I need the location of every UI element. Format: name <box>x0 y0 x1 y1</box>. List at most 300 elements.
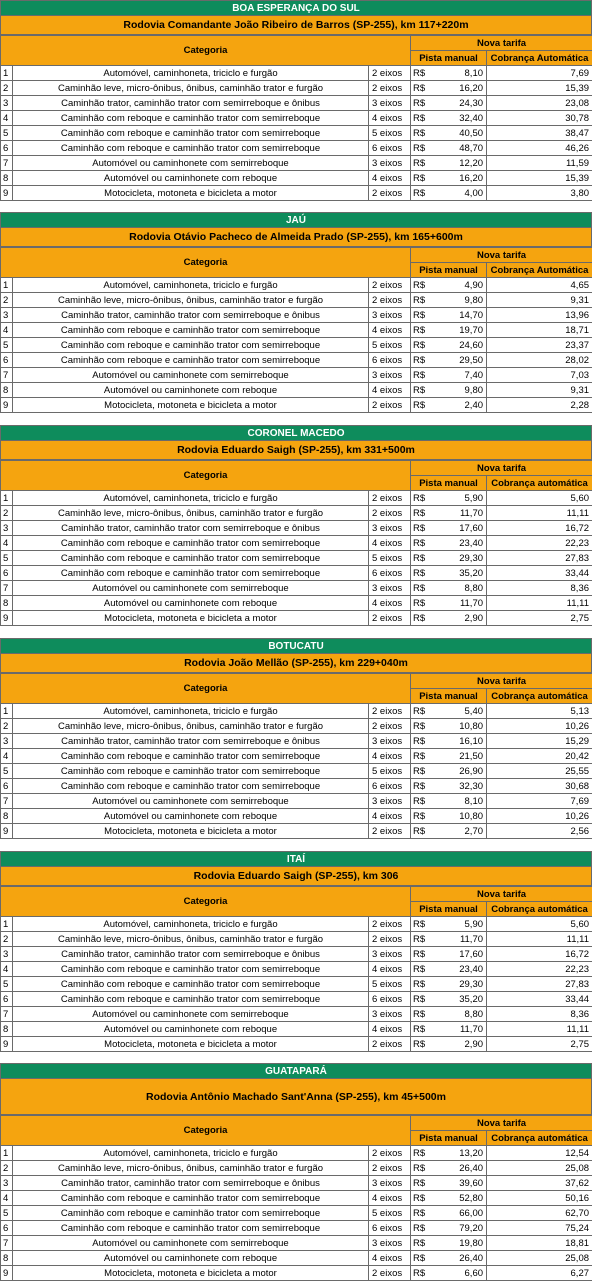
manual-toll-value: 11,70 <box>431 932 487 947</box>
currency-symbol: R$ <box>411 156 431 171</box>
currency-symbol: R$ <box>411 1236 431 1251</box>
vehicle-category: Caminhão com reboque e caminhão trator com semirreboque <box>13 536 369 551</box>
table-row <box>1 794 592 809</box>
category-number: 6 <box>1 992 13 1007</box>
table-row <box>1 1007 592 1022</box>
currency-symbol: R$ <box>411 186 431 201</box>
table-row <box>1 126 592 141</box>
nova-tarifa-header: Nova tarifa <box>411 1116 592 1131</box>
axle-count: 4 eixos <box>369 323 411 338</box>
vehicle-category: Automóvel, caminhoneta, triciclo e furgão <box>13 1146 369 1161</box>
vehicle-category: Caminhão trator, caminhão trator com semirreboque e ônibus <box>13 521 369 536</box>
currency-symbol: R$ <box>411 962 431 977</box>
table-row <box>1 1161 592 1176</box>
table-row <box>1 962 592 977</box>
vehicle-category: Caminhão com reboque e caminhão trator com semirreboque <box>13 1191 369 1206</box>
automatic-toll-value: 10,26 <box>487 719 592 734</box>
table-row <box>1 917 592 932</box>
automatic-toll-value: 22,23 <box>487 962 592 977</box>
currency-symbol: R$ <box>411 932 431 947</box>
category-number: 9 <box>1 186 13 201</box>
table-row <box>1 491 592 506</box>
manual-toll-value: 2,70 <box>431 824 487 839</box>
currency-symbol: R$ <box>411 992 431 1007</box>
manual-toll-value: 39,60 <box>431 1176 487 1191</box>
cobranca-automatica-header: Cobrança Automática <box>487 51 592 66</box>
axle-count: 6 eixos <box>369 779 411 794</box>
axle-count: 2 eixos <box>369 491 411 506</box>
currency-symbol: R$ <box>411 506 431 521</box>
axle-count: 4 eixos <box>369 809 411 824</box>
table-row <box>1 81 592 96</box>
vehicle-category: Caminhão com reboque e caminhão trator com semirreboque <box>13 749 369 764</box>
axle-count: 2 eixos <box>369 278 411 293</box>
automatic-toll-value: 6,27 <box>487 1266 592 1281</box>
pista-manual-header: Pista manual <box>411 1131 487 1146</box>
vehicle-category: Automóvel ou caminhonete com semirreboque <box>13 581 369 596</box>
manual-toll-value: 5,40 <box>431 704 487 719</box>
table-row <box>1 596 592 611</box>
table-row <box>1 156 592 171</box>
road-title: Rodovia João Mellão (SP-255), km 229+040m <box>0 654 592 673</box>
currency-symbol: R$ <box>411 278 431 293</box>
tariff-table <box>0 673 592 839</box>
table-row <box>1 704 592 719</box>
automatic-toll-value: 18,81 <box>487 1236 592 1251</box>
vehicle-category: Automóvel ou caminhonete com reboque <box>13 383 369 398</box>
automatic-toll-value: 23,37 <box>487 338 592 353</box>
currency-symbol: R$ <box>411 917 431 932</box>
vehicle-category: Caminhão leve, micro-ônibus, ônibus, caminhão trator e furgão <box>13 506 369 521</box>
pista-manual-header: Pista manual <box>411 476 487 491</box>
category-number: 9 <box>1 1037 13 1052</box>
categoria-header: Categoria <box>1 248 411 278</box>
category-number: 6 <box>1 779 13 794</box>
category-number: 4 <box>1 749 13 764</box>
category-number: 1 <box>1 704 13 719</box>
vehicle-category: Caminhão trator, caminhão trator com semirreboque e ônibus <box>13 308 369 323</box>
table-row <box>1 1022 592 1037</box>
vehicle-category: Caminhão com reboque e caminhão trator com semirreboque <box>13 566 369 581</box>
table-row <box>1 1176 592 1191</box>
table-row <box>1 779 592 794</box>
automatic-toll-value: 37,62 <box>487 1176 592 1191</box>
category-number: 5 <box>1 551 13 566</box>
table-row <box>1 141 592 156</box>
manual-toll-value: 11,70 <box>431 1022 487 1037</box>
nova-tarifa-header: Nova tarifa <box>411 36 592 51</box>
road-title: Rodovia Otávio Pacheco de Almeida Prado (SP-255), km 165+600m <box>0 228 592 247</box>
axle-count: 3 eixos <box>369 96 411 111</box>
axle-count: 4 eixos <box>369 1022 411 1037</box>
automatic-toll-value: 2,28 <box>487 398 592 413</box>
currency-symbol: R$ <box>411 1191 431 1206</box>
currency-symbol: R$ <box>411 719 431 734</box>
vehicle-category: Automóvel, caminhoneta, triciclo e furgão <box>13 66 369 81</box>
vehicle-category: Automóvel ou caminhonete com reboque <box>13 171 369 186</box>
manual-toll-value: 24,30 <box>431 96 487 111</box>
manual-toll-value: 10,80 <box>431 719 487 734</box>
category-number: 5 <box>1 338 13 353</box>
category-number: 8 <box>1 171 13 186</box>
automatic-toll-value: 25,55 <box>487 764 592 779</box>
nova-tarifa-header: Nova tarifa <box>411 887 592 902</box>
axle-count: 3 eixos <box>369 734 411 749</box>
manual-toll-value: 24,60 <box>431 338 487 353</box>
automatic-toll-value: 27,83 <box>487 977 592 992</box>
axle-count: 4 eixos <box>369 111 411 126</box>
manual-toll-value: 9,80 <box>431 293 487 308</box>
category-number: 5 <box>1 126 13 141</box>
table-row <box>1 323 592 338</box>
category-number: 6 <box>1 141 13 156</box>
currency-symbol: R$ <box>411 398 431 413</box>
category-number: 7 <box>1 581 13 596</box>
vehicle-category: Automóvel ou caminhonete com semirreboque <box>13 1007 369 1022</box>
automatic-toll-value: 2,75 <box>487 611 592 626</box>
automatic-toll-value: 7,69 <box>487 794 592 809</box>
currency-symbol: R$ <box>411 566 431 581</box>
table-row <box>1 749 592 764</box>
currency-symbol: R$ <box>411 581 431 596</box>
category-number: 2 <box>1 932 13 947</box>
table-header-row <box>1 36 592 51</box>
vehicle-category: Automóvel ou caminhonete com semirreboque <box>13 368 369 383</box>
vehicle-category: Caminhão com reboque e caminhão trator com semirreboque <box>13 962 369 977</box>
vehicle-category: Caminhão leve, micro-ônibus, ônibus, caminhão trator e furgão <box>13 932 369 947</box>
table-row <box>1 947 592 962</box>
category-number: 4 <box>1 962 13 977</box>
table-row <box>1 368 592 383</box>
vehicle-category: Automóvel ou caminhonete com semirreboque <box>13 1236 369 1251</box>
tariff-table <box>0 1115 592 1281</box>
automatic-toll-value: 4,65 <box>487 278 592 293</box>
category-number: 1 <box>1 917 13 932</box>
vehicle-category: Caminhão com reboque e caminhão trator com semirreboque <box>13 111 369 126</box>
currency-symbol: R$ <box>411 1037 431 1052</box>
category-number: 3 <box>1 734 13 749</box>
currency-symbol: R$ <box>411 111 431 126</box>
cobranca-automatica-header: Cobrança Automática <box>487 263 592 278</box>
automatic-toll-value: 13,96 <box>487 308 592 323</box>
axle-count: 4 eixos <box>369 962 411 977</box>
vehicle-category: Motocicleta, motoneta e bicicleta a motor <box>13 824 369 839</box>
automatic-toll-value: 23,08 <box>487 96 592 111</box>
currency-symbol: R$ <box>411 809 431 824</box>
category-number: 3 <box>1 947 13 962</box>
manual-toll-value: 2,40 <box>431 398 487 413</box>
automatic-toll-value: 38,47 <box>487 126 592 141</box>
axle-count: 4 eixos <box>369 536 411 551</box>
vehicle-category: Caminhão trator, caminhão trator com semirreboque e ônibus <box>13 1176 369 1191</box>
automatic-toll-value: 11,11 <box>487 1022 592 1037</box>
vehicle-category: Caminhão com reboque e caminhão trator com semirreboque <box>13 977 369 992</box>
plaza-title: JAÚ <box>0 212 592 228</box>
manual-toll-value: 2,90 <box>431 1037 487 1052</box>
manual-toll-value: 23,40 <box>431 536 487 551</box>
axle-count: 6 eixos <box>369 992 411 1007</box>
table-row <box>1 353 592 368</box>
vehicle-category: Caminhão com reboque e caminhão trator com semirreboque <box>13 992 369 1007</box>
categoria-header: Categoria <box>1 887 411 917</box>
table-header-row <box>1 1116 592 1131</box>
automatic-toll-value: 3,80 <box>487 186 592 201</box>
categoria-header: Categoria <box>1 461 411 491</box>
manual-toll-value: 26,90 <box>431 764 487 779</box>
axle-count: 4 eixos <box>369 596 411 611</box>
vehicle-category: Caminhão trator, caminhão trator com semirreboque e ônibus <box>13 96 369 111</box>
manual-toll-value: 17,60 <box>431 947 487 962</box>
axle-count: 2 eixos <box>369 719 411 734</box>
manual-toll-value: 17,60 <box>431 521 487 536</box>
category-number: 7 <box>1 368 13 383</box>
automatic-toll-value: 16,72 <box>487 947 592 962</box>
currency-symbol: R$ <box>411 977 431 992</box>
table-row <box>1 551 592 566</box>
table-row <box>1 1221 592 1236</box>
table-row <box>1 278 592 293</box>
manual-toll-value: 9,80 <box>431 383 487 398</box>
manual-toll-value: 32,30 <box>431 779 487 794</box>
vehicle-category: Caminhão com reboque e caminhão trator com semirreboque <box>13 764 369 779</box>
table-row <box>1 66 592 81</box>
axle-count: 3 eixos <box>369 521 411 536</box>
manual-toll-value: 2,90 <box>431 611 487 626</box>
table-row <box>1 719 592 734</box>
vehicle-category: Automóvel, caminhoneta, triciclo e furgão <box>13 491 369 506</box>
automatic-toll-value: 18,71 <box>487 323 592 338</box>
category-number: 6 <box>1 1221 13 1236</box>
currency-symbol: R$ <box>411 947 431 962</box>
vehicle-category: Caminhão com reboque e caminhão trator com semirreboque <box>13 353 369 368</box>
manual-toll-value: 14,70 <box>431 308 487 323</box>
automatic-toll-value: 30,78 <box>487 111 592 126</box>
automatic-toll-value: 62,70 <box>487 1206 592 1221</box>
axle-count: 2 eixos <box>369 81 411 96</box>
category-number: 6 <box>1 353 13 368</box>
category-number: 3 <box>1 1176 13 1191</box>
table-row <box>1 581 592 596</box>
axle-count: 2 eixos <box>369 917 411 932</box>
axle-count: 4 eixos <box>369 749 411 764</box>
manual-toll-value: 16,20 <box>431 171 487 186</box>
cobranca-automatica-header: Cobrança automática <box>487 476 592 491</box>
manual-toll-value: 29,50 <box>431 353 487 368</box>
vehicle-category: Automóvel ou caminhonete com reboque <box>13 809 369 824</box>
manual-toll-value: 23,40 <box>431 962 487 977</box>
category-number: 9 <box>1 611 13 626</box>
automatic-toll-value: 11,11 <box>487 596 592 611</box>
axle-count: 2 eixos <box>369 398 411 413</box>
automatic-toll-value: 8,36 <box>487 1007 592 1022</box>
currency-symbol: R$ <box>411 596 431 611</box>
vehicle-category: Caminhão trator, caminhão trator com semirreboque e ônibus <box>13 734 369 749</box>
category-number: 6 <box>1 566 13 581</box>
currency-symbol: R$ <box>411 141 431 156</box>
axle-count: 5 eixos <box>369 977 411 992</box>
manual-toll-value: 4,90 <box>431 278 487 293</box>
category-number: 7 <box>1 156 13 171</box>
automatic-toll-value: 46,26 <box>487 141 592 156</box>
category-number: 7 <box>1 1007 13 1022</box>
vehicle-category: Automóvel, caminhoneta, triciclo e furgão <box>13 917 369 932</box>
table-row <box>1 338 592 353</box>
axle-count: 2 eixos <box>369 1146 411 1161</box>
nova-tarifa-header: Nova tarifa <box>411 461 592 476</box>
table-header-row <box>1 887 592 902</box>
axle-count: 2 eixos <box>369 1161 411 1176</box>
table-row <box>1 824 592 839</box>
categoria-header: Categoria <box>1 674 411 704</box>
manual-toll-value: 12,20 <box>431 156 487 171</box>
table-row <box>1 536 592 551</box>
axle-count: 3 eixos <box>369 368 411 383</box>
tariff-table <box>0 247 592 413</box>
table-row <box>1 506 592 521</box>
vehicle-category: Automóvel ou caminhonete com reboque <box>13 1251 369 1266</box>
category-number: 4 <box>1 111 13 126</box>
automatic-toll-value: 27,83 <box>487 551 592 566</box>
automatic-toll-value: 15,39 <box>487 171 592 186</box>
automatic-toll-value: 25,08 <box>487 1251 592 1266</box>
axle-count: 5 eixos <box>369 764 411 779</box>
vehicle-category: Motocicleta, motoneta e bicicleta a motor <box>13 1266 369 1281</box>
categoria-header: Categoria <box>1 36 411 66</box>
automatic-toll-value: 9,31 <box>487 383 592 398</box>
vehicle-category: Caminhão com reboque e caminhão trator com semirreboque <box>13 551 369 566</box>
currency-symbol: R$ <box>411 293 431 308</box>
vehicle-category: Caminhão leve, micro-ônibus, ônibus, caminhão trator e furgão <box>13 81 369 96</box>
vehicle-category: Caminhão com reboque e caminhão trator com semirreboque <box>13 1206 369 1221</box>
vehicle-category: Caminhão com reboque e caminhão trator com semirreboque <box>13 779 369 794</box>
axle-count: 3 eixos <box>369 1007 411 1022</box>
category-number: 9 <box>1 398 13 413</box>
category-number: 8 <box>1 1022 13 1037</box>
currency-symbol: R$ <box>411 1266 431 1281</box>
toll-plaza-section <box>0 1063 592 1281</box>
cobranca-automatica-header: Cobrança automática <box>487 902 592 917</box>
manual-toll-value: 35,20 <box>431 992 487 1007</box>
vehicle-category: Caminhão com reboque e caminhão trator com semirreboque <box>13 126 369 141</box>
axle-count: 6 eixos <box>369 141 411 156</box>
manual-toll-value: 52,80 <box>431 1191 487 1206</box>
axle-count: 3 eixos <box>369 794 411 809</box>
tariff-table <box>0 886 592 1052</box>
automatic-toll-value: 50,16 <box>487 1191 592 1206</box>
toll-plaza-section <box>0 212 592 413</box>
manual-toll-value: 10,80 <box>431 809 487 824</box>
category-number: 4 <box>1 536 13 551</box>
currency-symbol: R$ <box>411 171 431 186</box>
table-row <box>1 611 592 626</box>
manual-toll-value: 8,80 <box>431 1007 487 1022</box>
axle-count: 3 eixos <box>369 581 411 596</box>
automatic-toll-value: 2,56 <box>487 824 592 839</box>
toll-plaza-section <box>0 638 592 839</box>
vehicle-category: Motocicleta, motoneta e bicicleta a motor <box>13 398 369 413</box>
pista-manual-header: Pista manual <box>411 51 487 66</box>
manual-toll-value: 11,70 <box>431 506 487 521</box>
axle-count: 5 eixos <box>369 1206 411 1221</box>
axle-count: 3 eixos <box>369 308 411 323</box>
currency-symbol: R$ <box>411 66 431 81</box>
category-number: 3 <box>1 521 13 536</box>
pista-manual-header: Pista manual <box>411 902 487 917</box>
automatic-toll-value: 5,13 <box>487 704 592 719</box>
automatic-toll-value: 75,24 <box>487 1221 592 1236</box>
table-row <box>1 521 592 536</box>
currency-symbol: R$ <box>411 779 431 794</box>
category-number: 2 <box>1 506 13 521</box>
table-row <box>1 186 592 201</box>
category-number: 9 <box>1 824 13 839</box>
axle-count: 3 eixos <box>369 1176 411 1191</box>
category-number: 5 <box>1 1206 13 1221</box>
manual-toll-value: 7,40 <box>431 368 487 383</box>
automatic-toll-value: 7,03 <box>487 368 592 383</box>
manual-toll-value: 4,00 <box>431 186 487 201</box>
category-number: 4 <box>1 1191 13 1206</box>
category-number: 9 <box>1 1266 13 1281</box>
currency-symbol: R$ <box>411 383 431 398</box>
axle-count: 6 eixos <box>369 566 411 581</box>
axle-count: 4 eixos <box>369 1191 411 1206</box>
automatic-toll-value: 15,29 <box>487 734 592 749</box>
vehicle-category: Motocicleta, motoneta e bicicleta a motor <box>13 1037 369 1052</box>
vehicle-category: Automóvel ou caminhonete com reboque <box>13 596 369 611</box>
currency-symbol: R$ <box>411 704 431 719</box>
manual-toll-value: 16,20 <box>431 81 487 96</box>
axle-count: 4 eixos <box>369 171 411 186</box>
category-number: 3 <box>1 308 13 323</box>
pista-manual-header: Pista manual <box>411 689 487 704</box>
automatic-toll-value: 7,69 <box>487 66 592 81</box>
automatic-toll-value: 33,44 <box>487 566 592 581</box>
tariff-table <box>0 460 592 626</box>
category-number: 8 <box>1 596 13 611</box>
category-number: 2 <box>1 719 13 734</box>
automatic-toll-value: 9,31 <box>487 293 592 308</box>
axle-count: 5 eixos <box>369 126 411 141</box>
manual-toll-value: 19,70 <box>431 323 487 338</box>
categoria-header: Categoria <box>1 1116 411 1146</box>
vehicle-category: Caminhão leve, micro-ônibus, ônibus, caminhão trator e furgão <box>13 1161 369 1176</box>
manual-toll-value: 48,70 <box>431 141 487 156</box>
category-number: 8 <box>1 1251 13 1266</box>
currency-symbol: R$ <box>411 1176 431 1191</box>
plaza-title: GUATAPARÁ <box>0 1063 592 1079</box>
vehicle-category: Motocicleta, motoneta e bicicleta a motor <box>13 611 369 626</box>
automatic-toll-value: 12,54 <box>487 1146 592 1161</box>
manual-toll-value: 32,40 <box>431 111 487 126</box>
automatic-toll-value: 25,08 <box>487 1161 592 1176</box>
manual-toll-value: 29,30 <box>431 977 487 992</box>
axle-count: 2 eixos <box>369 1266 411 1281</box>
table-row <box>1 308 592 323</box>
currency-symbol: R$ <box>411 96 431 111</box>
currency-symbol: R$ <box>411 338 431 353</box>
currency-symbol: R$ <box>411 521 431 536</box>
axle-count: 5 eixos <box>369 551 411 566</box>
manual-toll-value: 5,90 <box>431 491 487 506</box>
vehicle-category: Automóvel ou caminhonete com semirreboque <box>13 794 369 809</box>
toll-plaza-section <box>0 0 592 201</box>
automatic-toll-value: 33,44 <box>487 992 592 1007</box>
plaza-title: BOTUCATU <box>0 638 592 654</box>
currency-symbol: R$ <box>411 1022 431 1037</box>
vehicle-category: Caminhão com reboque e caminhão trator com semirreboque <box>13 141 369 156</box>
cobranca-automatica-header: Cobrança automática <box>487 689 592 704</box>
